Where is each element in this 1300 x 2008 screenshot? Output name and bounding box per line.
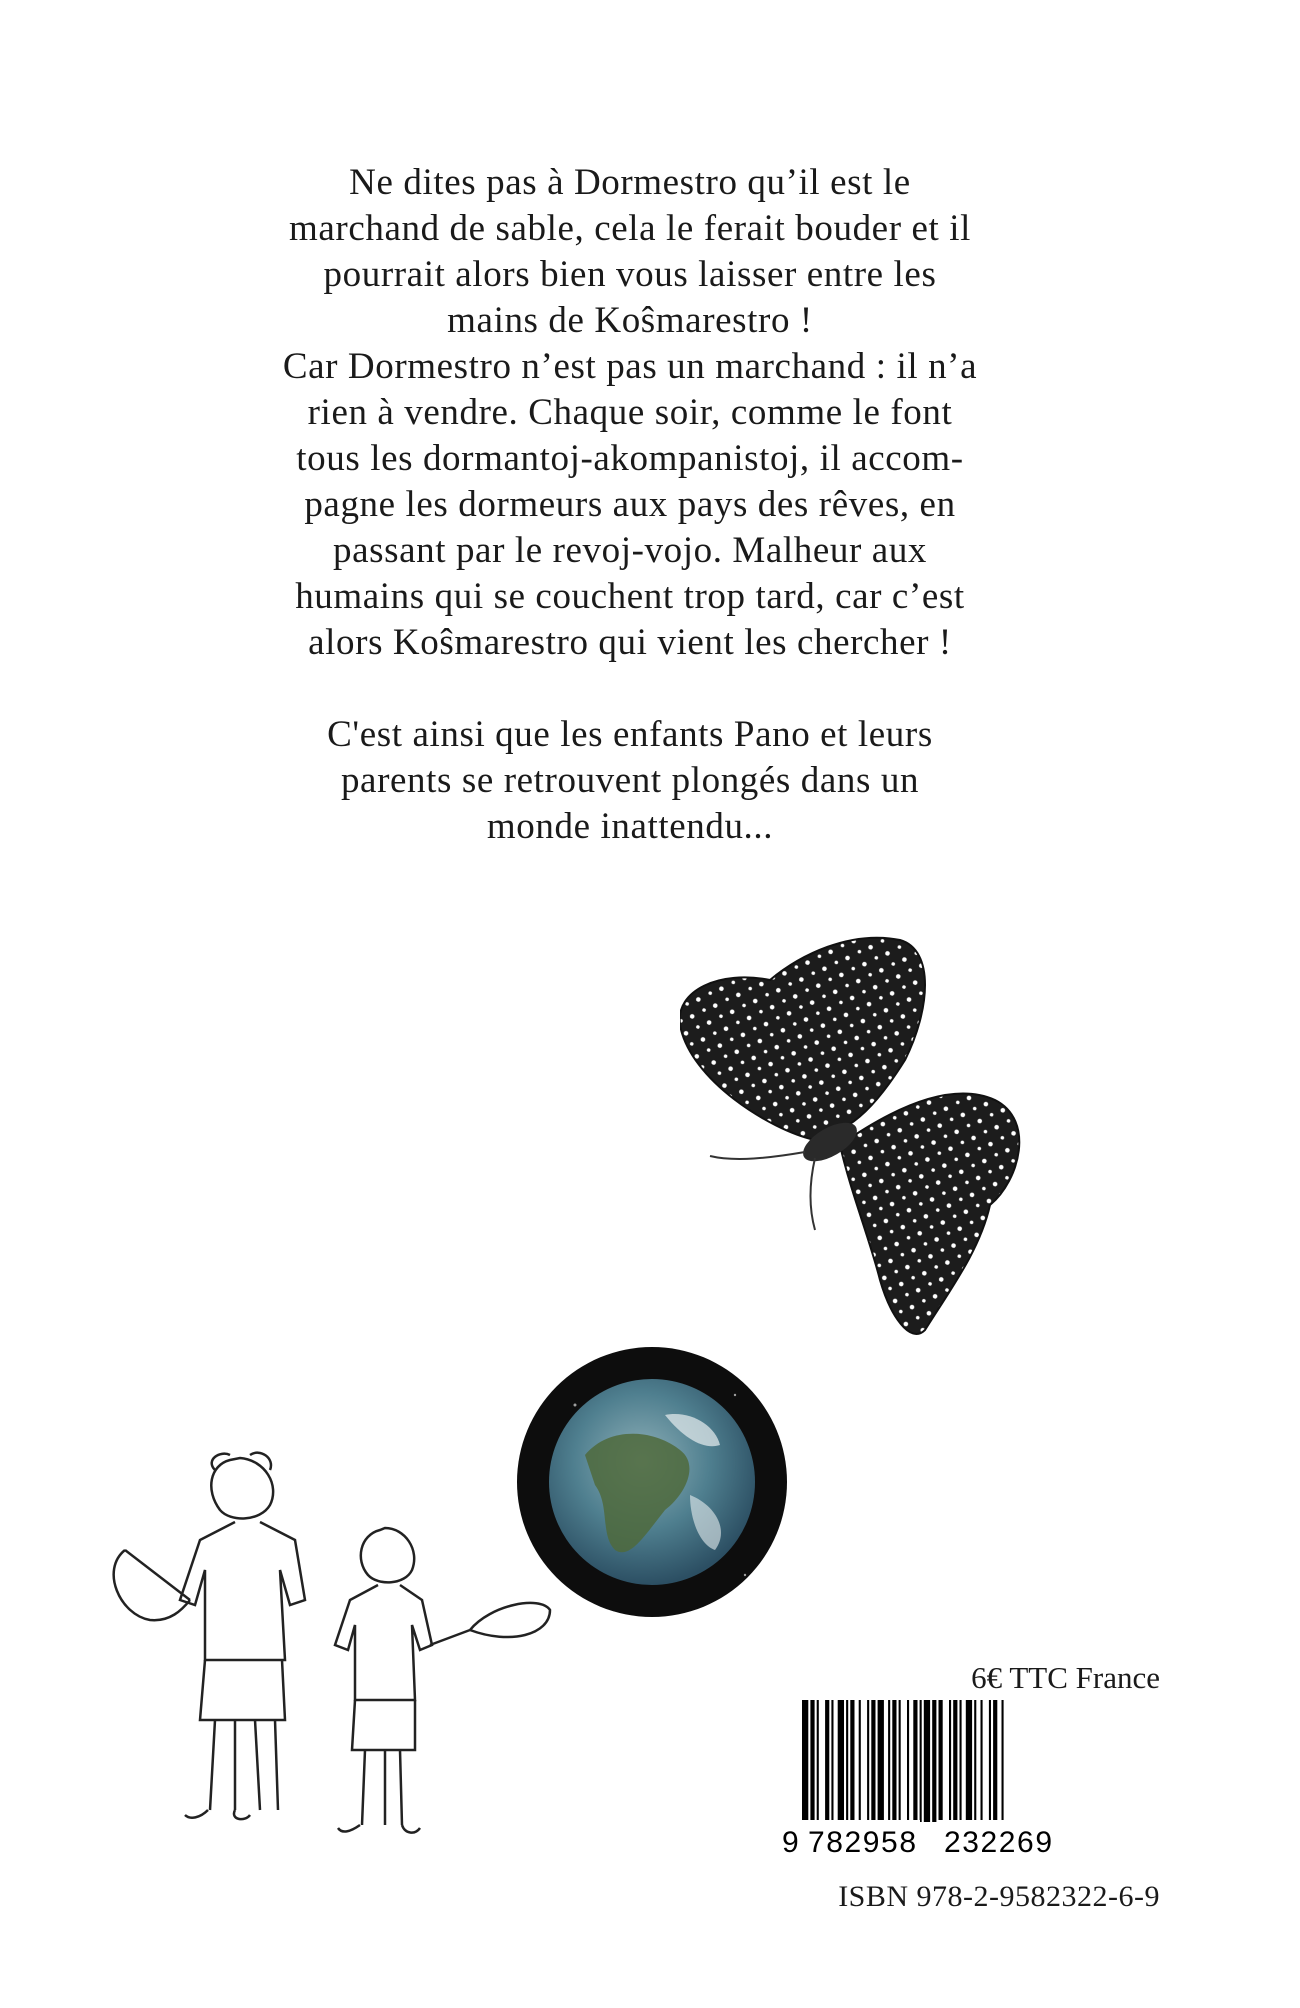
price-label: 6€ TTC France [971, 1660, 1160, 1695]
blurb-line: pourrait alors bien vous laisser entre les [323, 254, 937, 295]
barcode-bar [850, 1700, 854, 1822]
barcode-bar [924, 1700, 930, 1822]
blurb-line: monde inattendu... [486, 806, 774, 847]
barcode-bar [838, 1700, 844, 1822]
barcode-bar [846, 1700, 848, 1822]
barcode [780, 1700, 1160, 1860]
blurb-paragraph-2 [185, 344, 1075, 666]
barcode-bar [888, 1700, 890, 1822]
barcode-bar [993, 1700, 997, 1822]
barcode-bar [871, 1700, 875, 1822]
barcode-bar [932, 1700, 936, 1822]
barcode-group-2: 232269 [944, 1826, 1052, 1859]
blurb-paragraph-3 [185, 712, 1075, 850]
barcode-bar [878, 1700, 884, 1822]
barcode-bar [817, 1700, 819, 1822]
blurb-line: mains de Koŝmarestro ! [447, 300, 813, 341]
blurb-line: C'est ainsi que les enfants Pano et leurs [327, 714, 933, 755]
barcode-bar [981, 1700, 983, 1822]
blurb-text [185, 160, 1075, 850]
barcode-bar [859, 1700, 861, 1822]
blurb-paragraph-1 [185, 160, 1075, 344]
barcode-group-1: 782958 [808, 1826, 916, 1859]
barcode-bar [953, 1700, 957, 1822]
barcode-bar [989, 1700, 991, 1822]
children-illustration [110, 1430, 570, 1890]
barcode-bar [960, 1700, 962, 1822]
barcode-bar [974, 1700, 976, 1822]
blurb-line: marchand de sable, cela le ferait bouder et il [289, 208, 971, 249]
blurb-line: tous les dormantoj-akompanistoj, il accom- [296, 438, 964, 479]
barcode-bar [939, 1700, 943, 1822]
blurb-line: humains qui se couchent trop tard, car c’est [295, 576, 965, 617]
blurb-line: parents se retrouvent plongés dans un [340, 760, 920, 801]
blurb-line: Car Dormestro n’est pas un marchand : il n’a [282, 346, 978, 387]
barcode-bar [867, 1700, 869, 1822]
blurb-line: pagne les dormeurs aux pays des rêves, en [304, 484, 956, 525]
barcode-bar [949, 1700, 951, 1822]
barcode-bar [892, 1700, 896, 1822]
blurb-line: alors Koŝmarestro qui vient les chercher ! [308, 622, 952, 663]
isbn-number: ISBN 978-2-9582322-6-9 [838, 1880, 1160, 1913]
barcode-bar [831, 1700, 833, 1822]
barcode-bar [966, 1700, 972, 1822]
blurb-line: Ne dites pas à Dormestro qu’il est le [349, 162, 911, 203]
blurb-line: passant par le revoj-vojo. Malheur aux [332, 530, 928, 571]
barcode-lead-digit: 9 [782, 1826, 799, 1859]
barcode-bar [899, 1700, 901, 1822]
barcode-bar [825, 1700, 829, 1822]
butterfly-illustration [680, 930, 1040, 1350]
blurb-line: rien à vendre. Chaque soir, comme le font [307, 392, 953, 433]
barcode-bar [920, 1700, 922, 1822]
